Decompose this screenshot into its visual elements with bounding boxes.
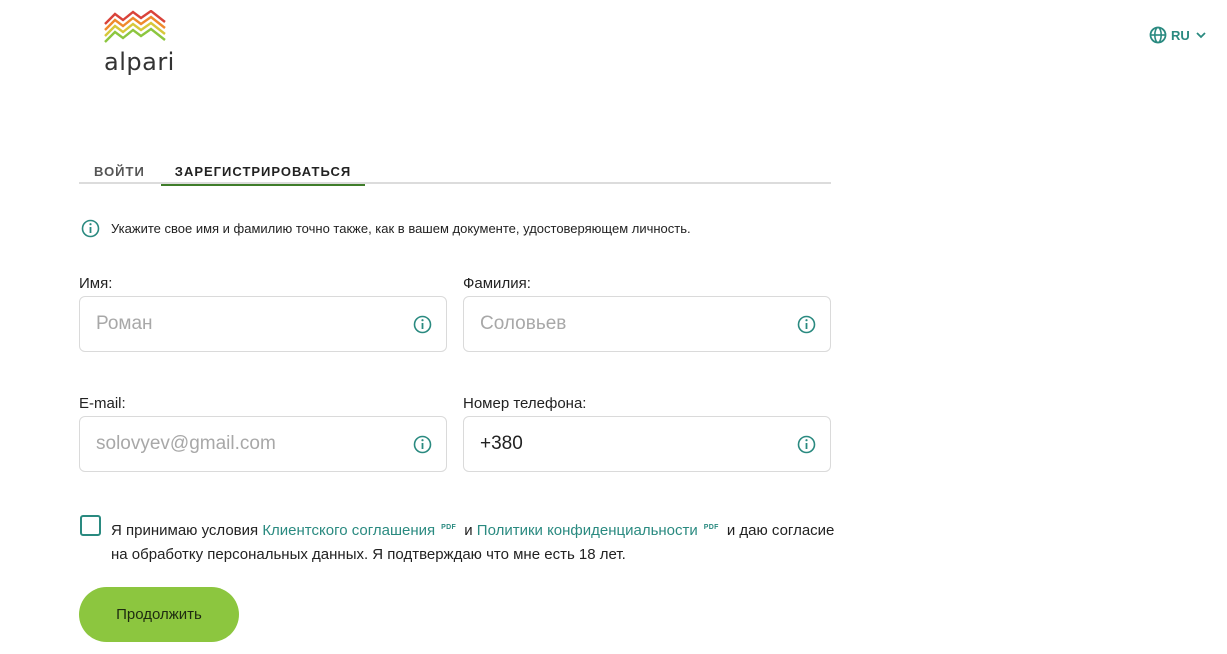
globe-icon [1149, 26, 1167, 44]
first-name-input[interactable] [96, 297, 396, 351]
language-label: RU [1171, 27, 1190, 43]
continue-button[interactable]: Продолжить [79, 587, 239, 642]
first-name-label: Имя: [79, 275, 113, 292]
tab-login-label: ВОЙТИ [94, 164, 145, 179]
terms-text [111, 516, 841, 567]
tab-register[interactable] [161, 162, 365, 184]
info-icon[interactable] [797, 435, 816, 454]
active-tab-indicator [161, 184, 365, 186]
privacy-policy-link[interactable]: Политики конфиденциальности [476, 522, 698, 539]
email-input[interactable] [96, 417, 396, 471]
first-name-field[interactable] [79, 296, 447, 352]
last-name-field[interactable] [463, 296, 831, 352]
language-selector[interactable] [1149, 26, 1208, 44]
terms-checkbox[interactable] [80, 515, 101, 536]
email-label: E-mail: [79, 395, 126, 412]
name-hint [81, 219, 691, 238]
auth-tabs [79, 162, 831, 184]
last-name-input[interactable] [480, 297, 780, 351]
terms-suffix: и даю согласие на обработку персональных данных. Я подтверждаю что мне есть 18 лет. [111, 522, 835, 563]
name-hint-text: Укажите свое имя и фамилию точно также, как в вашем документе, удостоверяющем личность. [111, 221, 691, 236]
client-agreement-link[interactable]: Клиентского соглашения [262, 522, 436, 539]
phone-label: Номер телефона: [463, 395, 587, 412]
info-icon[interactable] [797, 315, 816, 334]
tab-register-label: ЗАРЕГИСТРИРОВАТЬСЯ [174, 164, 352, 179]
logo-text: alpari [104, 48, 175, 76]
chevron-down-icon [1194, 28, 1208, 42]
alpari-logo[interactable] [101, 10, 175, 76]
tab-login[interactable] [94, 162, 145, 184]
last-name-label: Фамилия: [463, 275, 531, 292]
phone-input[interactable] [480, 417, 780, 471]
terms-prefix: Я принимаю условия [111, 522, 263, 539]
phone-field[interactable] [463, 416, 831, 472]
info-icon [81, 219, 100, 238]
pdf-badge: PDF [441, 524, 457, 531]
info-icon[interactable] [413, 315, 432, 334]
email-field[interactable] [79, 416, 447, 472]
pdf-badge: PDF [703, 524, 719, 531]
terms-conjunction: и [460, 522, 477, 539]
info-icon[interactable] [413, 435, 432, 454]
alpari-logo-icon [103, 10, 167, 46]
